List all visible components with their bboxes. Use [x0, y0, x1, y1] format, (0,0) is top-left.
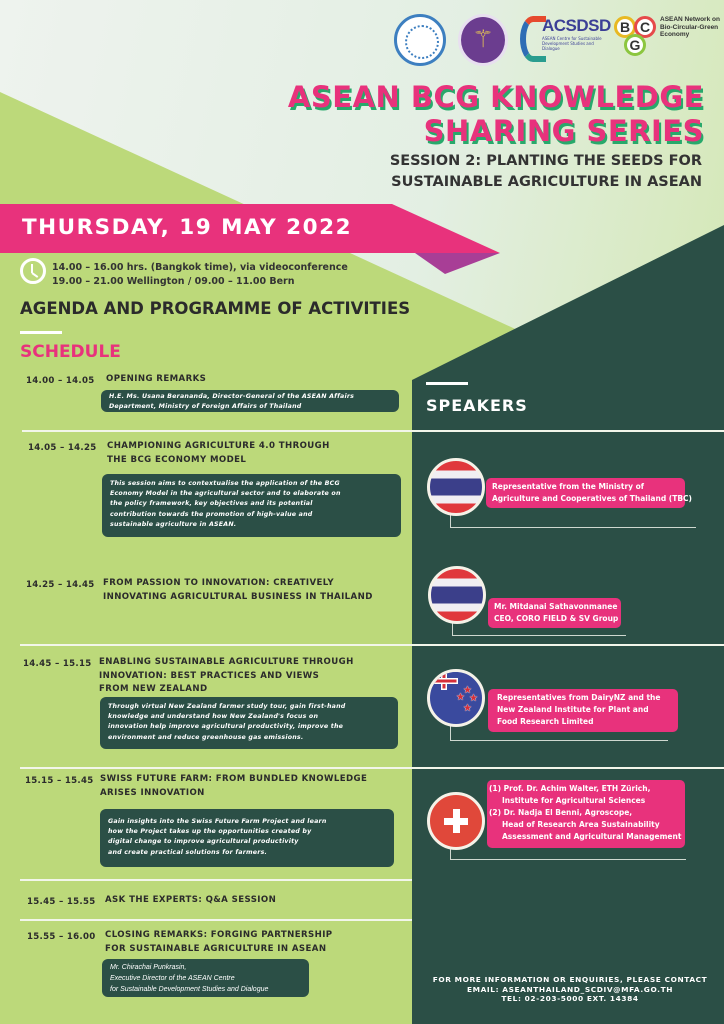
acsdsd-logo-subtext: ASEAN Centre for Sustainable Development Studies and Dialogue — [542, 36, 602, 51]
thailand-flag-icon — [428, 566, 486, 624]
agenda-underline — [20, 331, 62, 334]
schedule-item-time: 14.25 – 14.45 — [26, 580, 95, 590]
speakers-heading: SPEAKERS — [426, 396, 528, 415]
schedule-item-time: 15.15 – 15.45 — [25, 776, 94, 786]
bcg-letter-g: G — [624, 34, 646, 56]
speaker-card: Representative from the Ministry of Agriculture and Cooperatives of Thailand (TBC) — [486, 478, 685, 508]
star-icon: ★ — [456, 692, 465, 703]
bcg-network-label: ASEAN Network on Bio-Circular-Green Economy — [660, 16, 720, 38]
divider — [20, 644, 724, 646]
speaker-card: Representatives from DairyNZ and the New Zealand Institute for Plant and Food Research Limited — [488, 689, 678, 732]
speaker-card: Mr. Mitdanai Sathavonmanee CEO, CORO FIELD & SV Group — [488, 598, 621, 628]
title-line-2: SHARING SERIES — [423, 114, 704, 148]
bcg-letter-b: B — [614, 16, 636, 38]
divider — [22, 430, 724, 432]
subtitle-line-2: SUSTAINABLE AGRICULTURE IN ASEAN — [391, 174, 702, 190]
schedule-item-time: 14.45 – 15.15 — [23, 659, 92, 669]
contact-prompt: FOR MORE INFORMATION OR ENQUIRIES, PLEASE CONTACT — [432, 975, 708, 984]
union-jack-canton — [430, 672, 458, 690]
schedule-item-title: CLOSING REMARKS: FORGING PARTNERSHIP FOR SUSTAINABLE AGRICULTURE IN ASEAN — [105, 930, 333, 954]
schedule-item-description: Mr. Chirachai Punkrasin, Executive Director of the ASEAN Centre for Sustainable Development Studies and Dialogue — [102, 959, 309, 997]
schedule-item-title: FROM PASSION TO INNOVATION: CREATIVELY INNOVATING AGRICULTURAL BUSINESS IN THAILAND — [103, 578, 373, 602]
page-title — [288, 80, 704, 148]
thailand-flag-icon — [427, 458, 485, 516]
acsdsd-logo — [520, 12, 610, 68]
contact-phone: TEL: 02-203-5000 EXT. 14384 — [501, 994, 639, 1003]
event-date: THURSDAY, 19 MAY 2022 — [22, 215, 353, 240]
title-line-1: ASEAN BCG KNOWLEDGE — [287, 80, 704, 114]
star-icon: ★ — [463, 703, 472, 714]
switzerland-flag-icon — [427, 792, 485, 850]
schedule-item-description: Gain insights into the Swiss Future Farm Project and learn how the Project takes up the opportunities created by digital change to improve agricultural productivity and create practical solutions for farmers. — [100, 809, 394, 867]
schedule-item-description: Through virtual New Zealand farmer study tour, gain first-hand knowledge and understand how New Zealand's focus on innovation help improve agricultural productivity, improve the environment and reduce greenhouse gas emissions. — [100, 697, 398, 749]
schedule-item-title: ASK THE EXPERTS: Q&A SESSION — [105, 895, 277, 905]
speaker-connector-line — [450, 514, 696, 528]
acsdsd-logo-text: ACSDSD — [542, 16, 611, 35]
divider — [20, 879, 412, 881]
star-icon: ★ — [469, 693, 478, 704]
event-time-line-1: 14.00 – 16.00 hrs. (Bangkok time), via videoconference — [52, 262, 348, 273]
schedule-item-description: H.E. Ms. Usana Berananda, Director-General of the ASEAN Affairs Department, Ministry of Foreign Affairs of Thailand — [101, 390, 399, 412]
schedule-heading: SCHEDULE — [20, 342, 121, 362]
new-zealand-flag-icon — [427, 669, 485, 727]
divider — [20, 767, 724, 769]
contact-email[interactable]: EMAIL: ASEANTHAILAND_SCDIV@MFA.GO.TH — [466, 984, 674, 994]
speaker-connector-line — [450, 847, 686, 860]
divider — [20, 919, 412, 921]
schedule-item-title: CHAMPIONING AGRICULTURE 4.0 THROUGH THE BCG ECONOMY MODEL — [107, 441, 330, 465]
schedule-item-description: This session aims to contextualise the application of the BCG Economy Model in the agricultural sector and to elaborate on the policy framework, key objectives and its potential contribution towards the promotion of high-value and sustainable agriculture in ASEAN. — [102, 474, 401, 537]
subtitle-line-1: SESSION 2: PLANTING THE SEEDS FOR — [389, 153, 702, 169]
event-time-line-2: 19.00 – 21.00 Wellington / 09.00 – 11.00 Bern — [52, 276, 295, 287]
schedule-item-time: 15.55 – 16.00 — [27, 932, 96, 942]
agenda-heading: AGENDA AND PROGRAMME OF ACTIVITIES — [20, 299, 411, 318]
ministry-seal-icon — [458, 14, 508, 66]
schedule-item-time: 14.05 – 14.25 — [28, 443, 97, 453]
schedule-item-time: 15.45 – 15.55 — [27, 897, 96, 907]
speakers-underline — [426, 382, 468, 385]
schedule-item-time: 14.00 – 14.05 — [26, 376, 95, 386]
event-times — [52, 261, 348, 289]
schedule-item-title: ENABLING SUSTAINABLE AGRICULTURE THROUGH INNOVATION: BEST PRACTICES AND VIEWS FROM NEW ZEALAND — [99, 657, 354, 694]
bcg-network-logo — [614, 14, 724, 70]
speaker-card: (1) Prof. Dr. Achim Walter, ETH Zürich, Institute for Agricultural Sciences (2) Dr. Nadja El Benni, Agroscope, Head of Research Area Sustainability Assessment and Agricultural Management — [487, 780, 685, 848]
bcg-letter-c: C — [634, 16, 656, 38]
schedule-item-title: SWISS FUTURE FARM: FROM BUNDLED KNOWLEDGE ARISES INNOVATION — [100, 774, 368, 798]
mfa-thailand-seal-icon — [394, 14, 446, 66]
page-subtitle — [390, 151, 702, 193]
partner-logos — [394, 12, 724, 72]
schedule-item-title: OPENING REMARKS — [106, 374, 207, 384]
star-icon: ★ — [463, 685, 472, 696]
clock-icon — [20, 258, 46, 284]
contact-info — [420, 975, 720, 1004]
